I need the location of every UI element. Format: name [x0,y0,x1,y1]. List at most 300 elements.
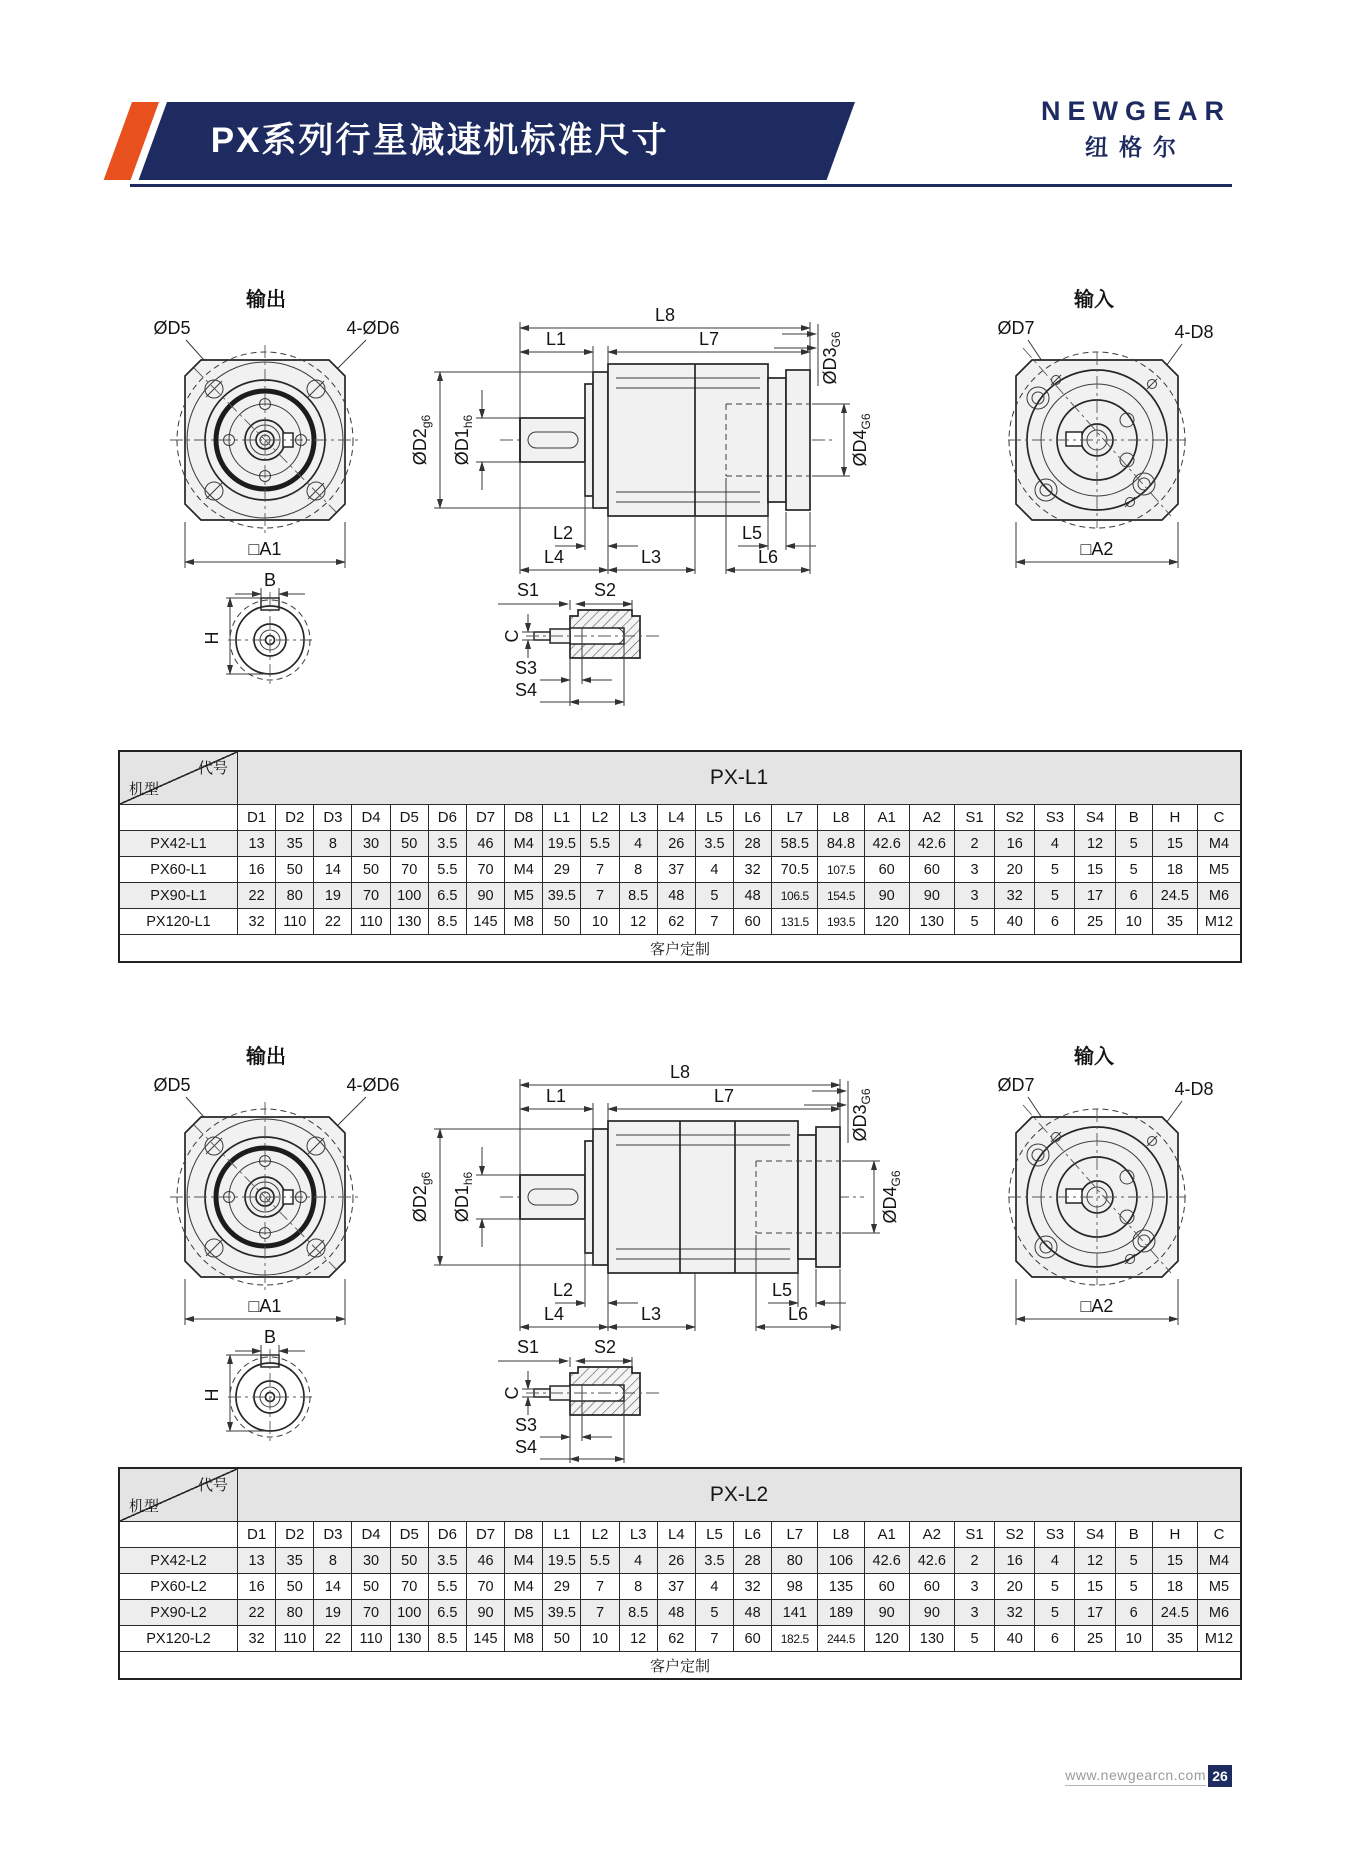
dim-value-cell: 5 [1115,1574,1152,1600]
dim-value-cell: 106 [818,1548,864,1574]
dim-value-cell: 14 [314,1574,352,1600]
corner-label-model: 机型 [129,1498,160,1515]
model-cell: PX120-L1 [119,909,238,935]
dim-value-cell: 39.5 [543,883,581,909]
label-key-width: B [263,570,277,590]
dim-value-cell: 70 [352,1600,390,1626]
label-d1: $ØD1_{h6}$ [452,1171,475,1223]
label-s4: S4 [514,1437,538,1457]
dim-value-cell: 60 [864,1574,909,1600]
table-row [119,1574,1241,1600]
column-header: L5 [695,1522,733,1548]
dim-value-cell: 24.5 [1152,883,1197,909]
dim-value-cell: 100 [390,883,428,909]
column-header: D3 [314,805,352,831]
dim-value-cell: 110 [276,909,314,935]
dim-value-cell: 15 [1152,831,1197,857]
dim-value-cell: 48 [657,1600,695,1626]
dim-value-cell: 62 [657,1626,695,1652]
column-header: D7 [466,1522,504,1548]
column-header: L7 [772,805,818,831]
dim-value-cell: 20 [995,1574,1035,1600]
dim-value-cell: 90 [909,883,954,909]
dim-value-cell: 131.5 [772,909,818,935]
blank-cell [119,805,238,831]
dim-value-cell: 35 [276,831,314,857]
column-header: L1 [543,1522,581,1548]
dim-value-cell: 110 [352,1626,390,1652]
dim-value-cell: 35 [276,1548,314,1574]
dim-value-cell: 58.5 [772,831,818,857]
front-plate [593,372,608,508]
table-title: PX-L2 [238,1468,1241,1522]
label-d8: 4-D8 [1174,1079,1214,1099]
dim-value-cell: 100 [390,1600,428,1626]
dim-value-cell: 84.8 [818,831,864,857]
dim-value-cell: 90 [864,1600,909,1626]
dim-value-cell: 30 [352,831,390,857]
dim-value-cell: 8 [314,1548,352,1574]
dim-value-cell: 244.5 [818,1626,864,1652]
dim-value-cell: 12 [619,909,657,935]
label-a1: □A1 [248,539,282,559]
dim-value-cell: 4 [1035,831,1075,857]
dim-value-cell: 16 [238,857,276,883]
table-row [119,1626,1241,1652]
dim-value-cell: 5 [1115,831,1152,857]
dim-value-cell: 12 [1075,831,1115,857]
dim-value-cell: 50 [543,909,581,935]
dim-value-cell: M4 [505,1548,543,1574]
label-c: C [502,629,522,643]
px-l2-table-container [118,1467,1242,1680]
label-l1: L1 [545,1086,567,1106]
label-l6: L6 [757,547,779,567]
dim-value-cell: 5.5 [581,831,619,857]
dim-value-cell: 25 [1075,1626,1115,1652]
dim-value-cell: 10 [581,1626,619,1652]
dim-value-cell: M5 [505,883,543,909]
dim-value-cell: 48 [734,883,772,909]
dim-value-cell: 8.5 [428,1626,466,1652]
column-header: D3 [314,1522,352,1548]
dim-value-cell: 16 [995,831,1035,857]
dim-value-cell: 25 [1075,909,1115,935]
column-header: D4 [352,805,390,831]
label-l8: L8 [654,305,676,325]
dim-value-cell: 37 [657,1574,695,1600]
view-title-output: 输出 [246,289,286,311]
dim-value-cell: 30 [352,1548,390,1574]
dim-value-cell: 60 [909,1574,954,1600]
dim-value-cell: 22 [238,1600,276,1626]
column-header: S2 [995,1522,1035,1548]
dim-value-cell: 5 [1035,857,1075,883]
label-s2: S2 [593,580,617,600]
model-cell: PX60-L1 [119,857,238,883]
column-header: D8 [505,805,543,831]
label-a2: □A2 [1080,1296,1114,1316]
label-d4: $ØD4_{G6}$ [850,413,873,467]
column-header: S1 [954,805,994,831]
column-header: S2 [995,805,1035,831]
dim-value-cell: 50 [390,831,428,857]
dim-value-cell: 15 [1152,1548,1197,1574]
dim-value-cell: 16 [238,1574,276,1600]
dim-value-cell: 70.5 [772,857,818,883]
label-l2: L2 [552,1280,574,1300]
label-l5: L5 [771,1280,793,1300]
dim-value-cell: 19.5 [543,1548,581,1574]
corner-label-model: 机型 [129,781,160,798]
label-d1: $ØD1_{h6}$ [452,414,475,466]
dim-value-cell: 40 [995,909,1035,935]
dim-value-cell: 28 [734,831,772,857]
dim-value-cell: 5.5 [428,857,466,883]
dim-value-cell: 29 [543,857,581,883]
dim-value-cell: 120 [864,1626,909,1652]
dim-value-cell: 17 [1075,1600,1115,1626]
front-step [585,1141,593,1253]
column-header: D1 [238,1522,276,1548]
dim-value-cell: 14 [314,857,352,883]
dim-value-cell: 107.5 [818,857,864,883]
label-d7: ØD7 [997,318,1035,338]
dim-value-cell: 48 [657,883,695,909]
header-divider [130,184,1232,187]
column-header: A1 [864,1522,909,1548]
label-l1: L1 [545,329,567,349]
label-key-width: B [263,1327,277,1347]
dim-value-cell: 130 [909,909,954,935]
column-header: A1 [864,805,909,831]
dim-value-cell: 2 [954,1548,994,1574]
column-header: H [1152,805,1197,831]
dim-value-cell: 3.5 [695,831,733,857]
dim-value-cell: M8 [505,909,543,935]
dim-value-cell: 3.5 [428,1548,466,1574]
dim-value-cell: 7 [581,857,619,883]
table-row [119,909,1241,935]
dim-value-cell: 3 [954,1600,994,1626]
dim-value-cell: 17 [1075,883,1115,909]
dim-value-cell: 135 [818,1574,864,1600]
dim-value-cell: 130 [390,909,428,935]
table-row [119,857,1241,883]
dim-value-cell: 29 [543,1574,581,1600]
column-header: D2 [276,805,314,831]
label-s2: S2 [593,1337,617,1357]
technical-drawing-px-l1 [130,228,1250,708]
dim-value-cell: 42.6 [909,1548,954,1574]
dim-value-cell: 106.5 [772,883,818,909]
dim-value-cell: 24.5 [1152,1600,1197,1626]
label-s3: S3 [514,1415,538,1435]
dim-value-cell: 15 [1075,857,1115,883]
dim-value-cell: 12 [619,1626,657,1652]
rear-neck [798,1135,816,1259]
column-header: D2 [276,1522,314,1548]
dim-value-cell: 145 [466,1626,504,1652]
dim-value-cell: 46 [466,1548,504,1574]
dim-value-cell: 90 [466,1600,504,1626]
front-plate [593,1129,608,1265]
column-header: H [1152,1522,1197,1548]
column-header: L7 [772,1522,818,1548]
label-l3: L3 [640,1304,662,1324]
label-corner-holes: 4-ØD6 [346,318,400,338]
dim-value-cell: 70 [466,1574,504,1600]
view-title-output: 输出 [246,1046,286,1068]
column-header: D8 [505,1522,543,1548]
dim-value-cell: 5 [695,1600,733,1626]
dim-value-cell: 4 [619,1548,657,1574]
dim-value-cell: 5 [954,909,994,935]
label-a2: □A2 [1080,539,1114,559]
dim-value-cell: 90 [864,883,909,909]
dim-value-cell: 7 [695,909,733,935]
column-header: B [1115,805,1152,831]
dim-value-cell: 8.5 [428,909,466,935]
label-l2: L2 [552,523,574,543]
table-row [119,831,1241,857]
dim-value-cell: 3 [954,1574,994,1600]
column-header: S1 [954,1522,994,1548]
column-header: L3 [619,1522,657,1548]
dim-value-cell: 37 [657,857,695,883]
dim-value-cell: 5 [954,1626,994,1652]
corner-label-code: 代号 [198,1477,229,1494]
website-url[interactable]: www.newgearcn.com [1065,1767,1206,1786]
label-l5: L5 [741,523,763,543]
drawing-group [153,1044,1213,1463]
dim-value-cell: 5 [1035,1600,1075,1626]
page-title: PX系列行星减速机标准尺寸 [210,121,669,160]
dim-value-cell: M4 [1197,1548,1241,1574]
dim-value-cell: 13 [238,831,276,857]
dim-value-cell: 7 [581,1574,619,1600]
model-cell: PX42-L1 [119,831,238,857]
page-number: 26 [1208,1765,1232,1787]
dim-value-cell: 5.5 [428,1574,466,1600]
dim-value-cell: 70 [466,857,504,883]
dim-value-cell: 8.5 [619,1600,657,1626]
column-header: S3 [1035,1522,1075,1548]
column-header: S4 [1075,805,1115,831]
dim-value-cell: M5 [1197,857,1241,883]
model-cell: PX90-L2 [119,1600,238,1626]
table-row [119,1600,1241,1626]
gear-body [608,364,768,516]
dim-value-cell: 42.6 [864,831,909,857]
dim-value-cell: 50 [352,1574,390,1600]
dim-value-cell: 80 [772,1548,818,1574]
dim-value-cell: 10 [1115,909,1152,935]
dimension-table-px-l2 [118,1467,1242,1680]
front-step [585,384,593,496]
dim-value-cell: 19 [314,1600,352,1626]
dim-value-cell: 4 [619,831,657,857]
input-keyway [1066,1189,1082,1203]
dim-value-cell: 154.5 [818,883,864,909]
label-d4: $ØD4_{G6}$ [880,1170,903,1224]
dim-value-cell: 7 [581,883,619,909]
column-header: A2 [909,1522,954,1548]
brand-logo [1040,96,1232,162]
label-l7: L7 [713,1086,735,1106]
page-footer [1065,1765,1232,1787]
dim-value-cell: M12 [1197,909,1241,935]
dim-value-cell: 18 [1152,857,1197,883]
dim-value-cell: 8.5 [619,883,657,909]
label-s1: S1 [516,1337,540,1357]
column-header: C [1197,1522,1241,1548]
dim-value-cell: 5 [1035,1574,1075,1600]
dim-value-cell: 60 [909,857,954,883]
column-header: L2 [581,1522,619,1548]
dim-value-cell: 22 [238,883,276,909]
dim-value-cell: 80 [276,883,314,909]
dim-value-cell: M4 [505,1574,543,1600]
dim-value-cell: 50 [543,1626,581,1652]
dim-value-cell: 40 [995,1626,1035,1652]
dim-value-cell: 4 [695,1574,733,1600]
dim-value-cell: M4 [1197,831,1241,857]
label-d3: $ØD3_{G6}$ [850,1088,873,1142]
dim-value-cell: 60 [734,1626,772,1652]
dim-value-cell: 60 [734,909,772,935]
view-title-input: 输入 [1074,1046,1114,1068]
dim-value-cell: 28 [734,1548,772,1574]
input-keyway [1066,432,1082,446]
label-d3: $ØD3_{G6}$ [820,331,843,385]
dim-value-cell: 13 [238,1548,276,1574]
table-row [119,883,1241,909]
label-d8: 4-D8 [1174,322,1214,342]
dim-value-cell: 26 [657,1548,695,1574]
label-l3: L3 [640,547,662,567]
label-key-height: H [202,1388,222,1402]
dim-value-cell: 3 [954,883,994,909]
label-s4: S4 [514,680,538,700]
brand-name: NEWGEAR [1041,96,1231,126]
dim-value-cell: 62 [657,909,695,935]
dim-value-cell: M6 [1197,1600,1241,1626]
dim-value-cell: 5 [1115,1548,1152,1574]
column-header: D6 [428,1522,466,1548]
dim-value-cell: 15 [1075,1574,1115,1600]
dim-value-cell: M6 [1197,883,1241,909]
column-header: S4 [1075,1522,1115,1548]
dim-value-cell: 8 [619,1574,657,1600]
output-shaft [520,1175,585,1219]
dim-value-cell: M5 [1197,1574,1241,1600]
dim-value-cell: 42.6 [909,831,954,857]
view-title-input: 输入 [1074,289,1114,311]
dim-value-cell: 26 [657,831,695,857]
dim-value-cell: 5 [1035,883,1075,909]
dim-value-cell: 141 [772,1600,818,1626]
dim-value-cell: M12 [1197,1626,1241,1652]
dim-value-cell: 3.5 [428,831,466,857]
dim-value-cell: M8 [505,1626,543,1652]
dim-value-cell: 4 [695,857,733,883]
table-row [119,1548,1241,1574]
dim-value-cell: 6.5 [428,883,466,909]
dim-value-cell: 19.5 [543,831,581,857]
column-header: L2 [581,805,619,831]
label-key-height: H [202,631,222,645]
label-s3: S3 [514,658,538,678]
dim-value-cell: 50 [276,857,314,883]
dim-value-cell: 32 [238,1626,276,1652]
dim-value-cell: 7 [695,1626,733,1652]
column-header: L6 [734,805,772,831]
dim-value-cell: 35 [1152,1626,1197,1652]
dim-value-cell: 130 [909,1626,954,1652]
dim-value-cell: 50 [352,857,390,883]
label-l4: L4 [543,547,565,567]
column-header: L1 [543,805,581,831]
corner-cell [119,1468,238,1522]
dim-value-cell: 70 [390,857,428,883]
dim-value-cell: 39.5 [543,1600,581,1626]
dim-value-cell: 60 [864,857,909,883]
label-d7: ØD7 [997,1075,1035,1095]
column-header: L4 [657,805,695,831]
corner-cell [119,751,238,805]
header-banner [139,102,855,180]
label-l6: L6 [787,1304,809,1324]
dim-value-cell: 6.5 [428,1600,466,1626]
column-header: D6 [428,805,466,831]
column-header: L4 [657,1522,695,1548]
dim-value-cell: 110 [352,909,390,935]
column-header: D5 [390,1522,428,1548]
dim-value-cell: 90 [466,883,504,909]
label-d2: $ØD2_{g6}$ [410,414,433,466]
label-corner-holes: 4-ØD6 [346,1075,400,1095]
model-cell: PX90-L1 [119,883,238,909]
dim-value-cell: 8 [619,857,657,883]
column-header: S3 [1035,805,1075,831]
dim-value-cell: M4 [505,857,543,883]
dim-value-cell: 50 [276,1574,314,1600]
dim-value-cell: 4 [1035,1548,1075,1574]
dim-value-cell: 145 [466,909,504,935]
dim-value-cell: 19 [314,883,352,909]
label-shaft-dia: ØD5 [153,1075,191,1095]
dim-value-cell: 35 [1152,909,1197,935]
dim-value-cell: 80 [276,1600,314,1626]
dim-value-cell: 18 [1152,1574,1197,1600]
dimension-table-px-l1 [118,750,1242,963]
model-cell: PX120-L2 [119,1626,238,1652]
table-title: PX-L1 [238,751,1241,805]
label-l4: L4 [543,1304,565,1324]
dim-value-cell: 70 [352,883,390,909]
output-shaft [520,418,585,462]
dim-value-cell: 7 [581,1600,619,1626]
dim-value-cell: 130 [390,1626,428,1652]
px-l1-table-container [118,750,1242,963]
dim-value-cell: 5 [695,883,733,909]
model-cell: PX42-L2 [119,1548,238,1574]
dim-value-cell: 3.5 [695,1548,733,1574]
column-header: C [1197,805,1241,831]
column-header: D5 [390,805,428,831]
brand-name-cn: 纽格尔 [1085,134,1187,160]
